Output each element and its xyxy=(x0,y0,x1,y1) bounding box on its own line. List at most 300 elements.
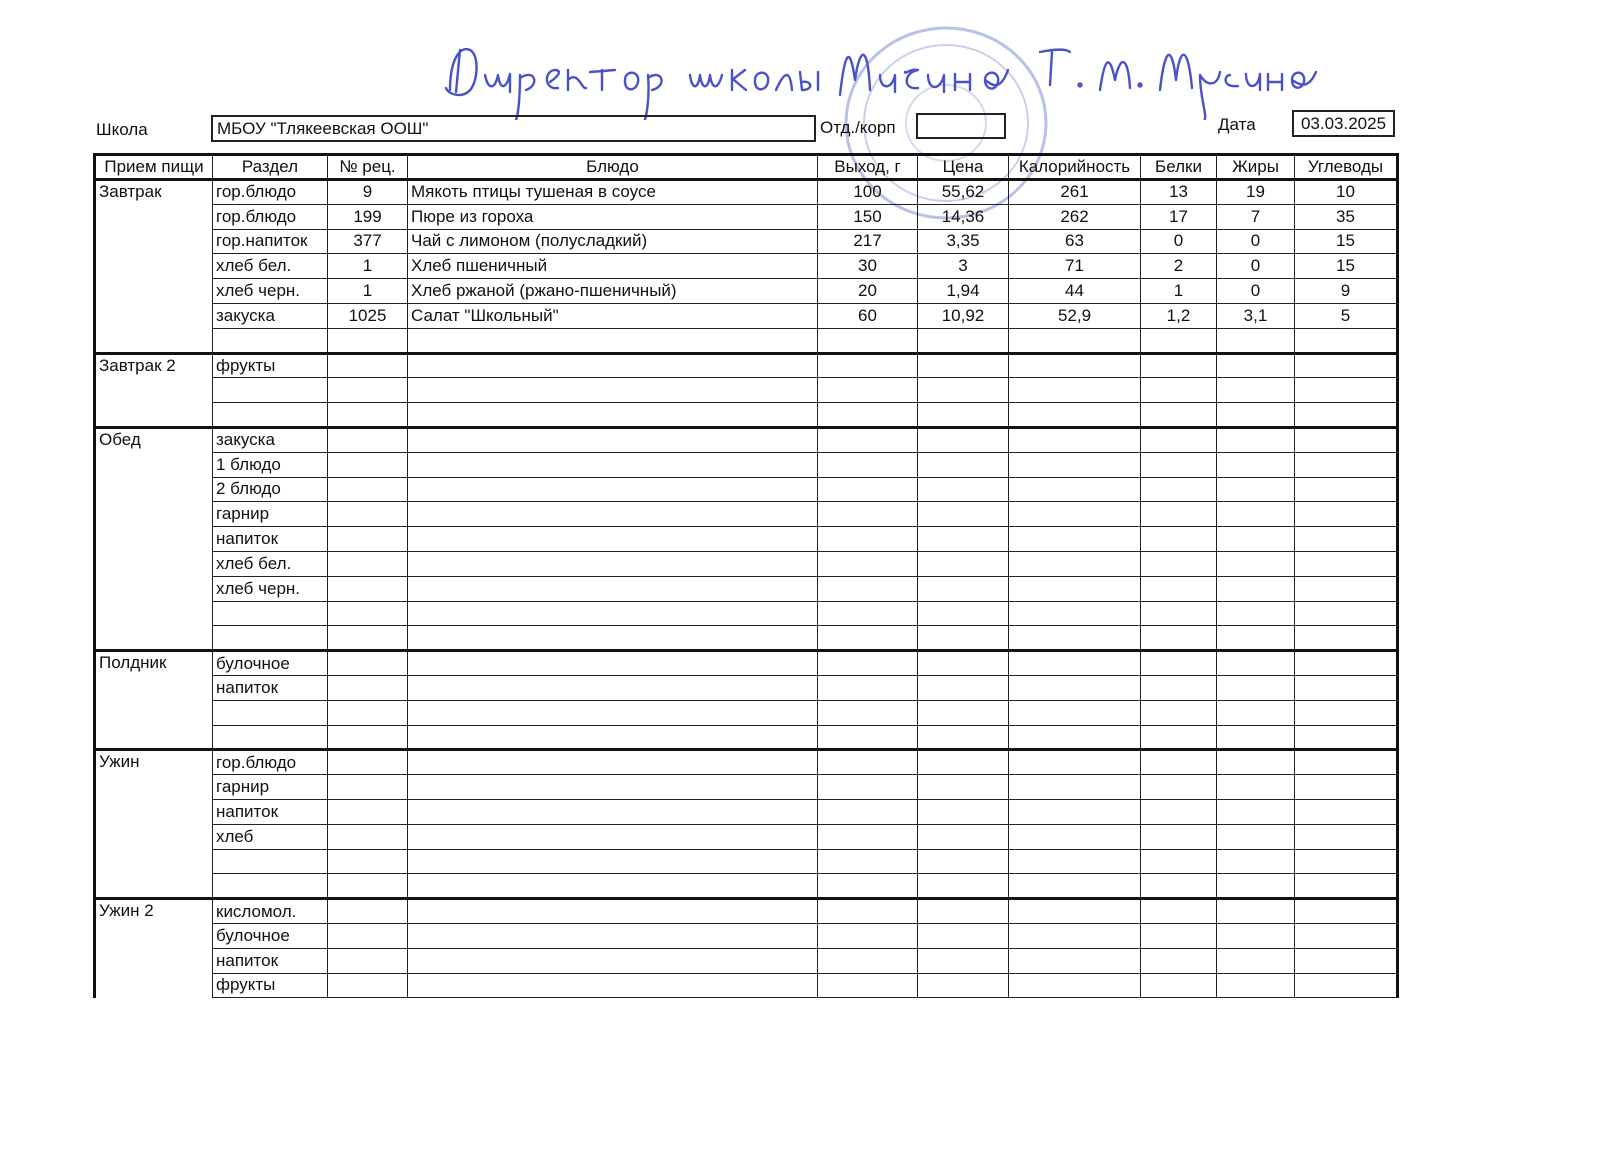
price-cell[interactable] xyxy=(918,973,1009,998)
kcal-cell[interactable]: 63 xyxy=(1009,229,1141,254)
fat-cell[interactable]: 0 xyxy=(1217,279,1295,304)
fat-cell[interactable] xyxy=(1217,576,1295,601)
recipe-cell[interactable] xyxy=(328,403,408,428)
output-cell[interactable] xyxy=(818,576,918,601)
kcal-cell[interactable]: 44 xyxy=(1009,279,1141,304)
dish-cell[interactable] xyxy=(408,403,818,428)
section-cell[interactable]: хлеб xyxy=(213,824,328,849)
recipe-cell[interactable] xyxy=(328,502,408,527)
section-cell[interactable] xyxy=(213,626,328,651)
fat-cell[interactable] xyxy=(1217,601,1295,626)
dish-cell[interactable] xyxy=(408,725,818,750)
carbs-cell[interactable] xyxy=(1295,725,1398,750)
recipe-cell[interactable] xyxy=(328,427,408,452)
kcal-cell[interactable] xyxy=(1009,626,1141,651)
carbs-cell[interactable] xyxy=(1295,353,1398,378)
dish-cell[interactable]: Пюре из гороха xyxy=(408,204,818,229)
section-cell[interactable]: напиток xyxy=(213,948,328,973)
output-cell[interactable] xyxy=(818,477,918,502)
recipe-cell[interactable] xyxy=(328,824,408,849)
output-cell[interactable] xyxy=(818,626,918,651)
price-cell[interactable] xyxy=(918,948,1009,973)
price-cell[interactable]: 14,36 xyxy=(918,204,1009,229)
section-cell[interactable]: булочное xyxy=(213,651,328,676)
carbs-cell[interactable] xyxy=(1295,675,1398,700)
section-cell[interactable]: гор.напиток xyxy=(213,229,328,254)
output-cell[interactable] xyxy=(818,725,918,750)
fat-cell[interactable] xyxy=(1217,700,1295,725)
fat-cell[interactable] xyxy=(1217,899,1295,924)
recipe-cell[interactable] xyxy=(328,477,408,502)
output-cell[interactable] xyxy=(818,502,918,527)
fat-cell[interactable] xyxy=(1217,527,1295,552)
recipe-cell[interactable] xyxy=(328,601,408,626)
output-cell[interactable] xyxy=(818,700,918,725)
recipe-cell[interactable] xyxy=(328,775,408,800)
carbs-cell[interactable] xyxy=(1295,874,1398,899)
price-cell[interactable]: 3,35 xyxy=(918,229,1009,254)
output-cell[interactable] xyxy=(818,527,918,552)
price-cell[interactable] xyxy=(918,601,1009,626)
carbs-cell[interactable]: 15 xyxy=(1295,229,1398,254)
protein-cell[interactable] xyxy=(1141,799,1217,824)
protein-cell[interactable] xyxy=(1141,775,1217,800)
dish-cell[interactable] xyxy=(408,775,818,800)
section-cell[interactable]: фрукты xyxy=(213,973,328,998)
dish-cell[interactable] xyxy=(408,948,818,973)
recipe-cell[interactable] xyxy=(328,750,408,775)
carbs-cell[interactable] xyxy=(1295,700,1398,725)
price-cell[interactable] xyxy=(918,675,1009,700)
dish-cell[interactable] xyxy=(408,973,818,998)
price-cell[interactable] xyxy=(918,799,1009,824)
section-cell[interactable] xyxy=(213,700,328,725)
dish-cell[interactable] xyxy=(408,378,818,403)
output-cell[interactable] xyxy=(818,551,918,576)
price-cell[interactable] xyxy=(918,452,1009,477)
fat-cell[interactable] xyxy=(1217,948,1295,973)
kcal-cell[interactable]: 261 xyxy=(1009,180,1141,205)
protein-cell[interactable] xyxy=(1141,353,1217,378)
fat-cell[interactable] xyxy=(1217,403,1295,428)
carbs-cell[interactable] xyxy=(1295,899,1398,924)
section-cell[interactable]: фрукты xyxy=(213,353,328,378)
carbs-cell[interactable] xyxy=(1295,948,1398,973)
output-cell[interactable] xyxy=(818,899,918,924)
recipe-cell[interactable] xyxy=(328,948,408,973)
protein-cell[interactable]: 2 xyxy=(1141,254,1217,279)
carbs-cell[interactable] xyxy=(1295,527,1398,552)
recipe-cell[interactable]: 1025 xyxy=(328,303,408,328)
date-field[interactable]: 03.03.2025 xyxy=(1292,110,1395,137)
dish-cell[interactable] xyxy=(408,477,818,502)
kcal-cell[interactable]: 71 xyxy=(1009,254,1141,279)
recipe-cell[interactable] xyxy=(328,651,408,676)
protein-cell[interactable] xyxy=(1141,948,1217,973)
kcal-cell[interactable] xyxy=(1009,874,1141,899)
carbs-cell[interactable] xyxy=(1295,328,1398,353)
protein-cell[interactable] xyxy=(1141,973,1217,998)
output-cell[interactable] xyxy=(818,353,918,378)
section-cell[interactable]: булочное xyxy=(213,923,328,948)
dish-cell[interactable] xyxy=(408,750,818,775)
kcal-cell[interactable] xyxy=(1009,675,1141,700)
dish-cell[interactable] xyxy=(408,551,818,576)
protein-cell[interactable] xyxy=(1141,651,1217,676)
kcal-cell[interactable] xyxy=(1009,576,1141,601)
dish-cell[interactable] xyxy=(408,899,818,924)
price-cell[interactable] xyxy=(918,651,1009,676)
price-cell[interactable] xyxy=(918,874,1009,899)
carbs-cell[interactable] xyxy=(1295,626,1398,651)
recipe-cell[interactable] xyxy=(328,700,408,725)
protein-cell[interactable] xyxy=(1141,750,1217,775)
school-field[interactable]: МБОУ "Тлякеевская ООШ" xyxy=(211,115,816,142)
carbs-cell[interactable]: 10 xyxy=(1295,180,1398,205)
output-cell[interactable] xyxy=(818,923,918,948)
kcal-cell[interactable] xyxy=(1009,353,1141,378)
dish-cell[interactable] xyxy=(408,799,818,824)
output-cell[interactable] xyxy=(818,874,918,899)
kcal-cell[interactable] xyxy=(1009,750,1141,775)
dish-cell[interactable] xyxy=(408,427,818,452)
section-cell[interactable]: гор.блюдо xyxy=(213,750,328,775)
section-cell[interactable]: кисломол. xyxy=(213,899,328,924)
recipe-cell[interactable] xyxy=(328,452,408,477)
price-cell[interactable] xyxy=(918,725,1009,750)
kcal-cell[interactable] xyxy=(1009,651,1141,676)
dept-field[interactable] xyxy=(916,113,1006,139)
kcal-cell[interactable] xyxy=(1009,775,1141,800)
carbs-cell[interactable] xyxy=(1295,973,1398,998)
section-cell[interactable]: закуска xyxy=(213,303,328,328)
output-cell[interactable] xyxy=(818,849,918,874)
price-cell[interactable] xyxy=(918,427,1009,452)
fat-cell[interactable]: 0 xyxy=(1217,229,1295,254)
recipe-cell[interactable] xyxy=(328,973,408,998)
dish-cell[interactable] xyxy=(408,700,818,725)
carbs-cell[interactable]: 5 xyxy=(1295,303,1398,328)
protein-cell[interactable] xyxy=(1141,675,1217,700)
output-cell[interactable] xyxy=(818,403,918,428)
output-cell[interactable] xyxy=(818,750,918,775)
protein-cell[interactable] xyxy=(1141,899,1217,924)
protein-cell[interactable] xyxy=(1141,824,1217,849)
section-cell[interactable] xyxy=(213,874,328,899)
dish-cell[interactable]: Хлеб пшеничный xyxy=(408,254,818,279)
price-cell[interactable] xyxy=(918,899,1009,924)
protein-cell[interactable] xyxy=(1141,502,1217,527)
recipe-cell[interactable] xyxy=(328,353,408,378)
carbs-cell[interactable] xyxy=(1295,849,1398,874)
carbs-cell[interactable] xyxy=(1295,799,1398,824)
dish-cell[interactable] xyxy=(408,502,818,527)
recipe-cell[interactable] xyxy=(328,626,408,651)
protein-cell[interactable] xyxy=(1141,849,1217,874)
fat-cell[interactable] xyxy=(1217,626,1295,651)
carbs-cell[interactable] xyxy=(1295,923,1398,948)
section-cell[interactable]: хлеб бел. xyxy=(213,551,328,576)
fat-cell[interactable]: 3,1 xyxy=(1217,303,1295,328)
price-cell[interactable] xyxy=(918,378,1009,403)
carbs-cell[interactable] xyxy=(1295,824,1398,849)
output-cell[interactable]: 217 xyxy=(818,229,918,254)
output-cell[interactable] xyxy=(818,675,918,700)
recipe-cell[interactable]: 377 xyxy=(328,229,408,254)
kcal-cell[interactable]: 262 xyxy=(1009,204,1141,229)
price-cell[interactable] xyxy=(918,353,1009,378)
price-cell[interactable] xyxy=(918,824,1009,849)
price-cell[interactable]: 1,94 xyxy=(918,279,1009,304)
section-cell[interactable]: гор.блюдо xyxy=(213,204,328,229)
recipe-cell[interactable] xyxy=(328,378,408,403)
output-cell[interactable] xyxy=(818,775,918,800)
fat-cell[interactable] xyxy=(1217,502,1295,527)
fat-cell[interactable] xyxy=(1217,477,1295,502)
protein-cell[interactable] xyxy=(1141,378,1217,403)
protein-cell[interactable] xyxy=(1141,551,1217,576)
protein-cell[interactable] xyxy=(1141,477,1217,502)
carbs-cell[interactable] xyxy=(1295,378,1398,403)
protein-cell[interactable] xyxy=(1141,725,1217,750)
kcal-cell[interactable] xyxy=(1009,824,1141,849)
fat-cell[interactable] xyxy=(1217,973,1295,998)
output-cell[interactable]: 30 xyxy=(818,254,918,279)
dish-cell[interactable] xyxy=(408,874,818,899)
carbs-cell[interactable] xyxy=(1295,502,1398,527)
carbs-cell[interactable] xyxy=(1295,477,1398,502)
recipe-cell[interactable] xyxy=(328,923,408,948)
section-cell[interactable] xyxy=(213,601,328,626)
protein-cell[interactable] xyxy=(1141,527,1217,552)
carbs-cell[interactable]: 35 xyxy=(1295,204,1398,229)
price-cell[interactable] xyxy=(918,849,1009,874)
fat-cell[interactable] xyxy=(1217,328,1295,353)
protein-cell[interactable] xyxy=(1141,403,1217,428)
price-cell[interactable] xyxy=(918,551,1009,576)
fat-cell[interactable] xyxy=(1217,775,1295,800)
price-cell[interactable] xyxy=(918,502,1009,527)
protein-cell[interactable] xyxy=(1141,626,1217,651)
recipe-cell[interactable]: 1 xyxy=(328,279,408,304)
price-cell[interactable]: 55,62 xyxy=(918,180,1009,205)
kcal-cell[interactable] xyxy=(1009,378,1141,403)
protein-cell[interactable] xyxy=(1141,700,1217,725)
output-cell[interactable] xyxy=(818,328,918,353)
protein-cell[interactable] xyxy=(1141,601,1217,626)
dish-cell[interactable] xyxy=(408,527,818,552)
section-cell[interactable] xyxy=(213,725,328,750)
dish-cell[interactable] xyxy=(408,651,818,676)
recipe-cell[interactable] xyxy=(328,551,408,576)
output-cell[interactable] xyxy=(818,824,918,849)
protein-cell[interactable]: 1,2 xyxy=(1141,303,1217,328)
recipe-cell[interactable] xyxy=(328,576,408,601)
fat-cell[interactable] xyxy=(1217,923,1295,948)
kcal-cell[interactable] xyxy=(1009,502,1141,527)
recipe-cell[interactable]: 9 xyxy=(328,180,408,205)
section-cell[interactable] xyxy=(213,378,328,403)
dish-cell[interactable]: Салат "Школьный" xyxy=(408,303,818,328)
fat-cell[interactable] xyxy=(1217,849,1295,874)
section-cell[interactable]: гарнир xyxy=(213,775,328,800)
dish-cell[interactable]: Хлеб ржаной (ржано-пшеничный) xyxy=(408,279,818,304)
recipe-cell[interactable]: 1 xyxy=(328,254,408,279)
fat-cell[interactable]: 7 xyxy=(1217,204,1295,229)
fat-cell[interactable] xyxy=(1217,651,1295,676)
protein-cell[interactable]: 13 xyxy=(1141,180,1217,205)
kcal-cell[interactable] xyxy=(1009,973,1141,998)
price-cell[interactable]: 10,92 xyxy=(918,303,1009,328)
kcal-cell[interactable] xyxy=(1009,725,1141,750)
kcal-cell[interactable] xyxy=(1009,452,1141,477)
carbs-cell[interactable] xyxy=(1295,750,1398,775)
dish-cell[interactable] xyxy=(408,452,818,477)
price-cell[interactable] xyxy=(918,750,1009,775)
kcal-cell[interactable] xyxy=(1009,899,1141,924)
dish-cell[interactable] xyxy=(408,601,818,626)
section-cell[interactable]: напиток xyxy=(213,527,328,552)
protein-cell[interactable] xyxy=(1141,923,1217,948)
section-cell[interactable] xyxy=(213,403,328,428)
dish-cell[interactable] xyxy=(408,923,818,948)
recipe-cell[interactable] xyxy=(328,799,408,824)
section-cell[interactable]: хлеб черн. xyxy=(213,576,328,601)
carbs-cell[interactable] xyxy=(1295,403,1398,428)
price-cell[interactable] xyxy=(918,700,1009,725)
section-cell[interactable]: закуска xyxy=(213,427,328,452)
fat-cell[interactable] xyxy=(1217,551,1295,576)
section-cell[interactable]: хлеб бел. xyxy=(213,254,328,279)
dish-cell[interactable] xyxy=(408,626,818,651)
carbs-cell[interactable] xyxy=(1295,601,1398,626)
kcal-cell[interactable] xyxy=(1009,849,1141,874)
protein-cell[interactable] xyxy=(1141,452,1217,477)
fat-cell[interactable] xyxy=(1217,725,1295,750)
section-cell[interactable]: 2 блюдо xyxy=(213,477,328,502)
section-cell[interactable]: хлеб черн. xyxy=(213,279,328,304)
kcal-cell[interactable] xyxy=(1009,403,1141,428)
output-cell[interactable] xyxy=(818,799,918,824)
recipe-cell[interactable] xyxy=(328,527,408,552)
kcal-cell[interactable] xyxy=(1009,923,1141,948)
recipe-cell[interactable] xyxy=(328,899,408,924)
output-cell[interactable] xyxy=(818,601,918,626)
recipe-cell[interactable] xyxy=(328,874,408,899)
kcal-cell[interactable] xyxy=(1009,477,1141,502)
recipe-cell[interactable]: 199 xyxy=(328,204,408,229)
carbs-cell[interactable] xyxy=(1295,452,1398,477)
output-cell[interactable]: 100 xyxy=(818,180,918,205)
protein-cell[interactable] xyxy=(1141,328,1217,353)
dish-cell[interactable] xyxy=(408,675,818,700)
kcal-cell[interactable] xyxy=(1009,551,1141,576)
fat-cell[interactable] xyxy=(1217,675,1295,700)
protein-cell[interactable] xyxy=(1141,874,1217,899)
section-cell[interactable] xyxy=(213,849,328,874)
recipe-cell[interactable] xyxy=(328,849,408,874)
kcal-cell[interactable] xyxy=(1009,948,1141,973)
section-cell[interactable]: напиток xyxy=(213,799,328,824)
carbs-cell[interactable] xyxy=(1295,551,1398,576)
price-cell[interactable]: 3 xyxy=(918,254,1009,279)
dish-cell[interactable] xyxy=(408,328,818,353)
price-cell[interactable] xyxy=(918,328,1009,353)
fat-cell[interactable] xyxy=(1217,824,1295,849)
protein-cell[interactable]: 1 xyxy=(1141,279,1217,304)
protein-cell[interactable]: 17 xyxy=(1141,204,1217,229)
price-cell[interactable] xyxy=(918,576,1009,601)
output-cell[interactable] xyxy=(818,948,918,973)
fat-cell[interactable] xyxy=(1217,378,1295,403)
kcal-cell[interactable] xyxy=(1009,799,1141,824)
carbs-cell[interactable] xyxy=(1295,651,1398,676)
fat-cell[interactable] xyxy=(1217,353,1295,378)
dish-cell[interactable] xyxy=(408,849,818,874)
section-cell[interactable]: гор.блюдо xyxy=(213,180,328,205)
recipe-cell[interactable] xyxy=(328,725,408,750)
price-cell[interactable] xyxy=(918,527,1009,552)
dish-cell[interactable] xyxy=(408,353,818,378)
carbs-cell[interactable] xyxy=(1295,775,1398,800)
carbs-cell[interactable]: 9 xyxy=(1295,279,1398,304)
output-cell[interactable] xyxy=(818,378,918,403)
section-cell[interactable]: гарнир xyxy=(213,502,328,527)
fat-cell[interactable]: 0 xyxy=(1217,254,1295,279)
dish-cell[interactable] xyxy=(408,576,818,601)
price-cell[interactable] xyxy=(918,923,1009,948)
kcal-cell[interactable] xyxy=(1009,527,1141,552)
kcal-cell[interactable] xyxy=(1009,427,1141,452)
output-cell[interactable]: 20 xyxy=(818,279,918,304)
fat-cell[interactable] xyxy=(1217,874,1295,899)
price-cell[interactable] xyxy=(918,775,1009,800)
dish-cell[interactable]: Чай с лимоном (полусладкий) xyxy=(408,229,818,254)
fat-cell[interactable] xyxy=(1217,750,1295,775)
kcal-cell[interactable] xyxy=(1009,328,1141,353)
fat-cell[interactable] xyxy=(1217,452,1295,477)
protein-cell[interactable] xyxy=(1141,427,1217,452)
section-cell[interactable]: напиток xyxy=(213,675,328,700)
dish-cell[interactable]: Мякоть птицы тушеная в соусе xyxy=(408,180,818,205)
protein-cell[interactable] xyxy=(1141,576,1217,601)
fat-cell[interactable] xyxy=(1217,427,1295,452)
fat-cell[interactable] xyxy=(1217,799,1295,824)
output-cell[interactable] xyxy=(818,427,918,452)
carbs-cell[interactable] xyxy=(1295,427,1398,452)
kcal-cell[interactable] xyxy=(1009,700,1141,725)
carbs-cell[interactable] xyxy=(1295,576,1398,601)
output-cell[interactable] xyxy=(818,651,918,676)
output-cell[interactable] xyxy=(818,452,918,477)
recipe-cell[interactable] xyxy=(328,328,408,353)
carbs-cell[interactable]: 15 xyxy=(1295,254,1398,279)
kcal-cell[interactable]: 52,9 xyxy=(1009,303,1141,328)
section-cell[interactable] xyxy=(213,328,328,353)
price-cell[interactable] xyxy=(918,477,1009,502)
dish-cell[interactable] xyxy=(408,824,818,849)
kcal-cell[interactable] xyxy=(1009,601,1141,626)
price-cell[interactable] xyxy=(918,403,1009,428)
section-cell[interactable]: 1 блюдо xyxy=(213,452,328,477)
protein-cell[interactable]: 0 xyxy=(1141,229,1217,254)
output-cell[interactable] xyxy=(818,973,918,998)
price-cell[interactable] xyxy=(918,626,1009,651)
fat-cell[interactable]: 19 xyxy=(1217,180,1295,205)
recipe-cell[interactable] xyxy=(328,675,408,700)
output-cell[interactable]: 150 xyxy=(818,204,918,229)
output-cell[interactable]: 60 xyxy=(818,303,918,328)
